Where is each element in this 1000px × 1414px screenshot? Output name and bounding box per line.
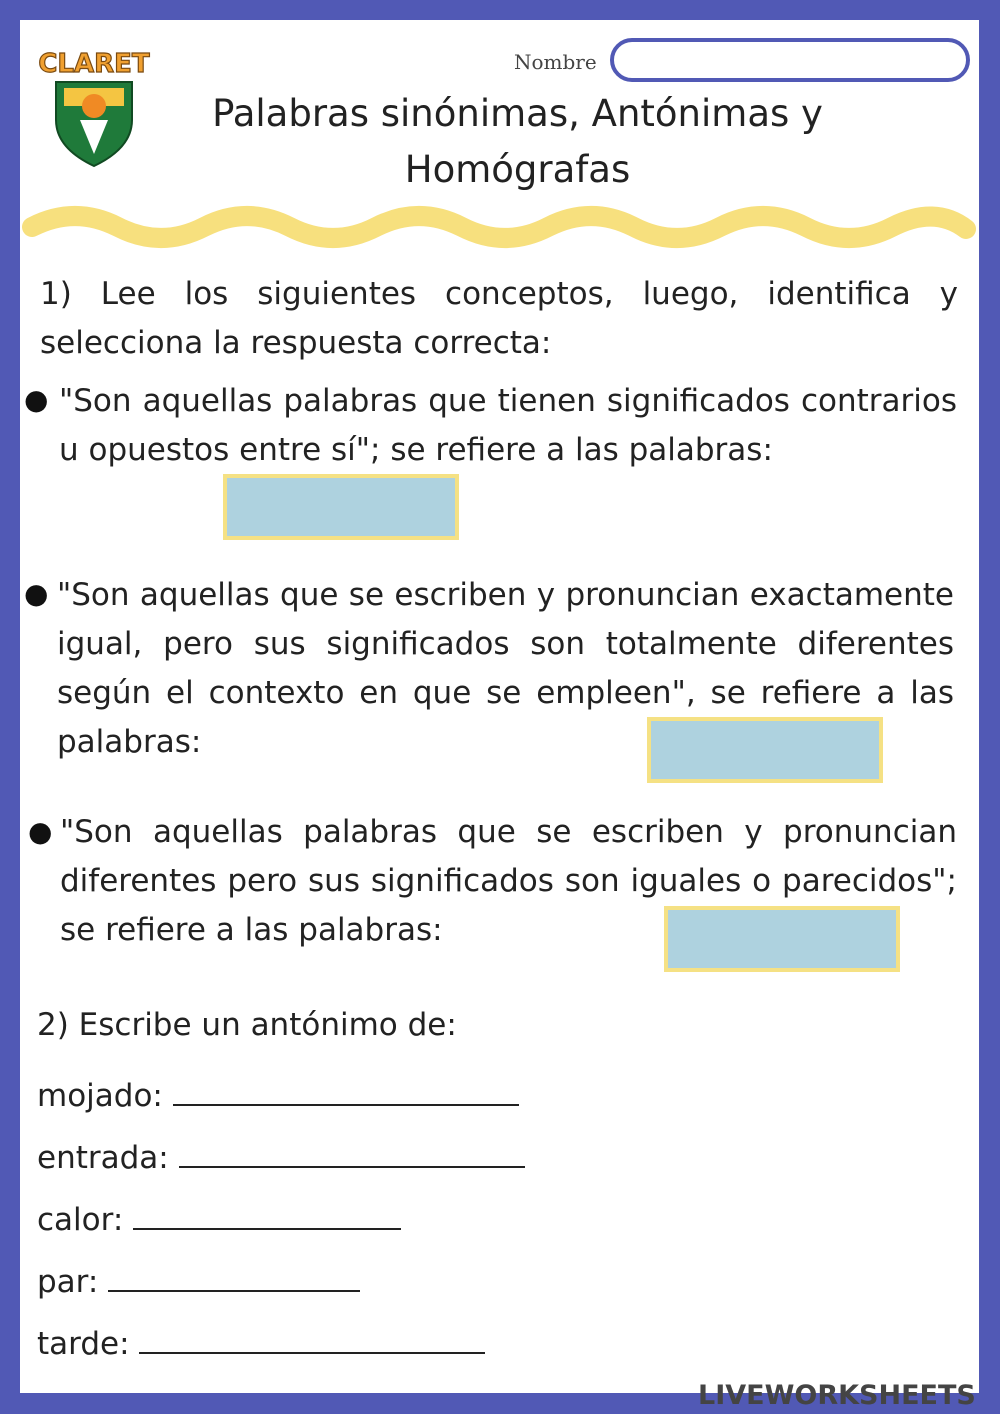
antonym-row-entrada	[37, 1138, 525, 1176]
bullet-3: ●	[28, 815, 53, 848]
answer-line[interactable]	[133, 1200, 401, 1230]
answer-line[interactable]	[179, 1138, 525, 1168]
title-line-2: Homógrafas	[404, 148, 631, 191]
antonym-row-mojado	[37, 1076, 519, 1114]
answer-box-1[interactable]	[223, 474, 459, 540]
answer-box-2[interactable]	[647, 717, 883, 783]
antonym-label: calor:	[37, 1202, 124, 1238]
liveworksheets-watermark: LIVEWORKSHEETS	[698, 1380, 976, 1411]
bullet-1: ●	[24, 383, 49, 416]
page-title	[180, 86, 855, 198]
name-label: Nombre	[514, 50, 597, 74]
antonym-label: par:	[37, 1264, 99, 1300]
antonym-label: tarde:	[37, 1326, 130, 1362]
instruction-1: 1) Lee los siguientes conceptos, luego, identifica y selecciona la respuesta correcta:	[40, 276, 958, 361]
antonym-row-calor	[37, 1200, 401, 1238]
title-line-1: Palabras sinónimas, Antónimas y	[212, 92, 823, 135]
antonym-row-tarde	[37, 1324, 485, 1362]
name-input[interactable]	[610, 38, 970, 82]
antonym-row-par	[37, 1262, 360, 1300]
worksheet-page	[20, 20, 979, 1393]
answer-line[interactable]	[139, 1324, 485, 1354]
answer-box-3[interactable]	[664, 906, 900, 972]
answer-line[interactable]	[173, 1076, 519, 1106]
answer-line[interactable]	[108, 1262, 360, 1292]
claret-logo	[34, 40, 154, 170]
instruction-2: 2) Escribe un antónimo de:	[37, 1007, 457, 1043]
logo-text: CLARET	[38, 49, 150, 79]
antonym-label: mojado:	[37, 1078, 163, 1114]
antonym-label: entrada:	[37, 1140, 169, 1176]
concept-3-text: "Son aquellas palabras que se escriben y pronuncian diferentes pero sus significados son iguales o parecidos"; se refiere a las palabras:	[60, 814, 957, 948]
concept-2-text: "Son aquellas que se escriben y pronuncian exactamente igual, pero sus significados son totalmente diferentes según el contexto en que se empleen", se refiere a las palabras:	[57, 577, 954, 760]
bullet-2: ●	[24, 577, 49, 610]
wavy-divider	[20, 195, 979, 255]
concept-1-text: "Son aquellas palabras que tienen significados contrarios u opuestos entre sí"; se refiere a las palabras:	[59, 383, 957, 468]
